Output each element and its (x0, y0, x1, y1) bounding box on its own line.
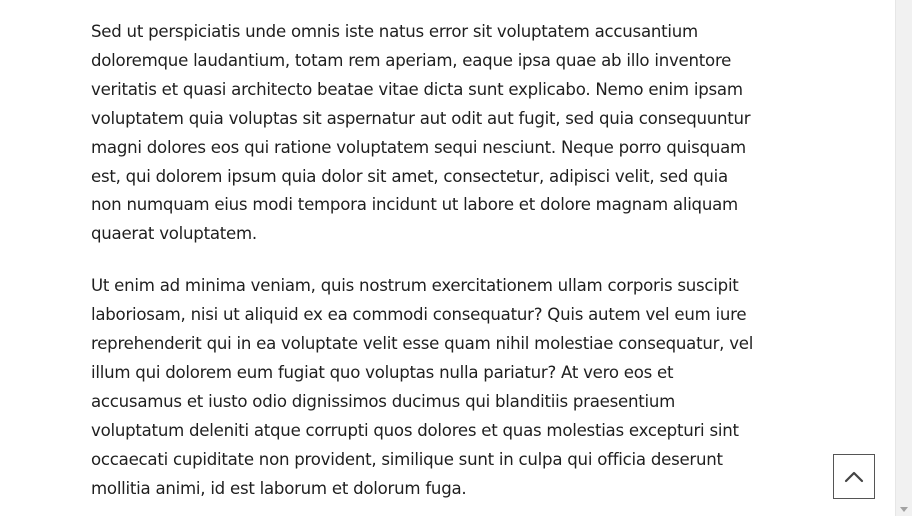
back-to-top-button[interactable] (833, 454, 875, 499)
paragraph-line: magni dolores eos qui ratione voluptatem sequi nesciunt. Neque porro quisquam (91, 137, 746, 157)
paragraph-line: reprehenderit qui in ea voluptate velit esse quam nihil molestiae consequatur, vel (91, 334, 754, 354)
paragraph-line: Sed ut perspiciatis unde omnis iste natus error sit voluptatem accusantium (91, 22, 698, 41)
article-paragraph-1 (91, 18, 751, 249)
chevron-up-icon (844, 471, 864, 483)
paragraph-line: voluptatum deleniti atque corrupti quos dolores et quas molestias excepturi sint (91, 420, 739, 440)
paragraph-line: accusamus et iusto odio dignissimos ducimus qui blanditiis praesentium (91, 391, 676, 411)
scroll-down-arrow-icon[interactable] (900, 507, 908, 512)
article-paragraph-2 (91, 272, 754, 503)
vertical-scrollbar[interactable] (895, 0, 912, 516)
paragraph-line: quaerat voluptatem. (91, 224, 257, 244)
paragraph-line: occaecati cupiditate non provident, similique sunt in culpa qui officia deserunt (91, 449, 723, 469)
paragraph-line: Ut enim ad minima veniam, quis nostrum exercitationem ullam corporis suscipit (91, 276, 739, 296)
paragraph-line: laboriosam, nisi ut aliquid ex ea commodi consequatur? Quis autem vel eum iure (91, 305, 747, 325)
paragraph-line: veritatis et quasi architecto beatae vitae dicta sunt explicabo. Nemo enim ipsam (91, 79, 743, 99)
paragraph-line: mollitia animi, id est laborum et dolorum fuga. (91, 478, 467, 498)
article-body (91, 18, 754, 516)
paragraph-line: illum qui dolorem eum fugiat quo voluptas nulla pariatur? At vero eos et (91, 362, 674, 382)
paragraph-line: non numquam eius modi tempora incidunt ut labore et dolore magnam aliquam (91, 195, 738, 215)
paragraph-line: est, qui dolorem ipsum quia dolor sit amet, consectetur, adipisci velit, sed quia (91, 166, 728, 186)
paragraph-line: voluptatem quia voluptas sit aspernatur aut odit aut fugit, sed quia consequuntur (91, 108, 751, 128)
paragraph-line: doloremque laudantium, totam rem aperiam, eaque ipsa quae ab illo inventore (91, 50, 732, 70)
